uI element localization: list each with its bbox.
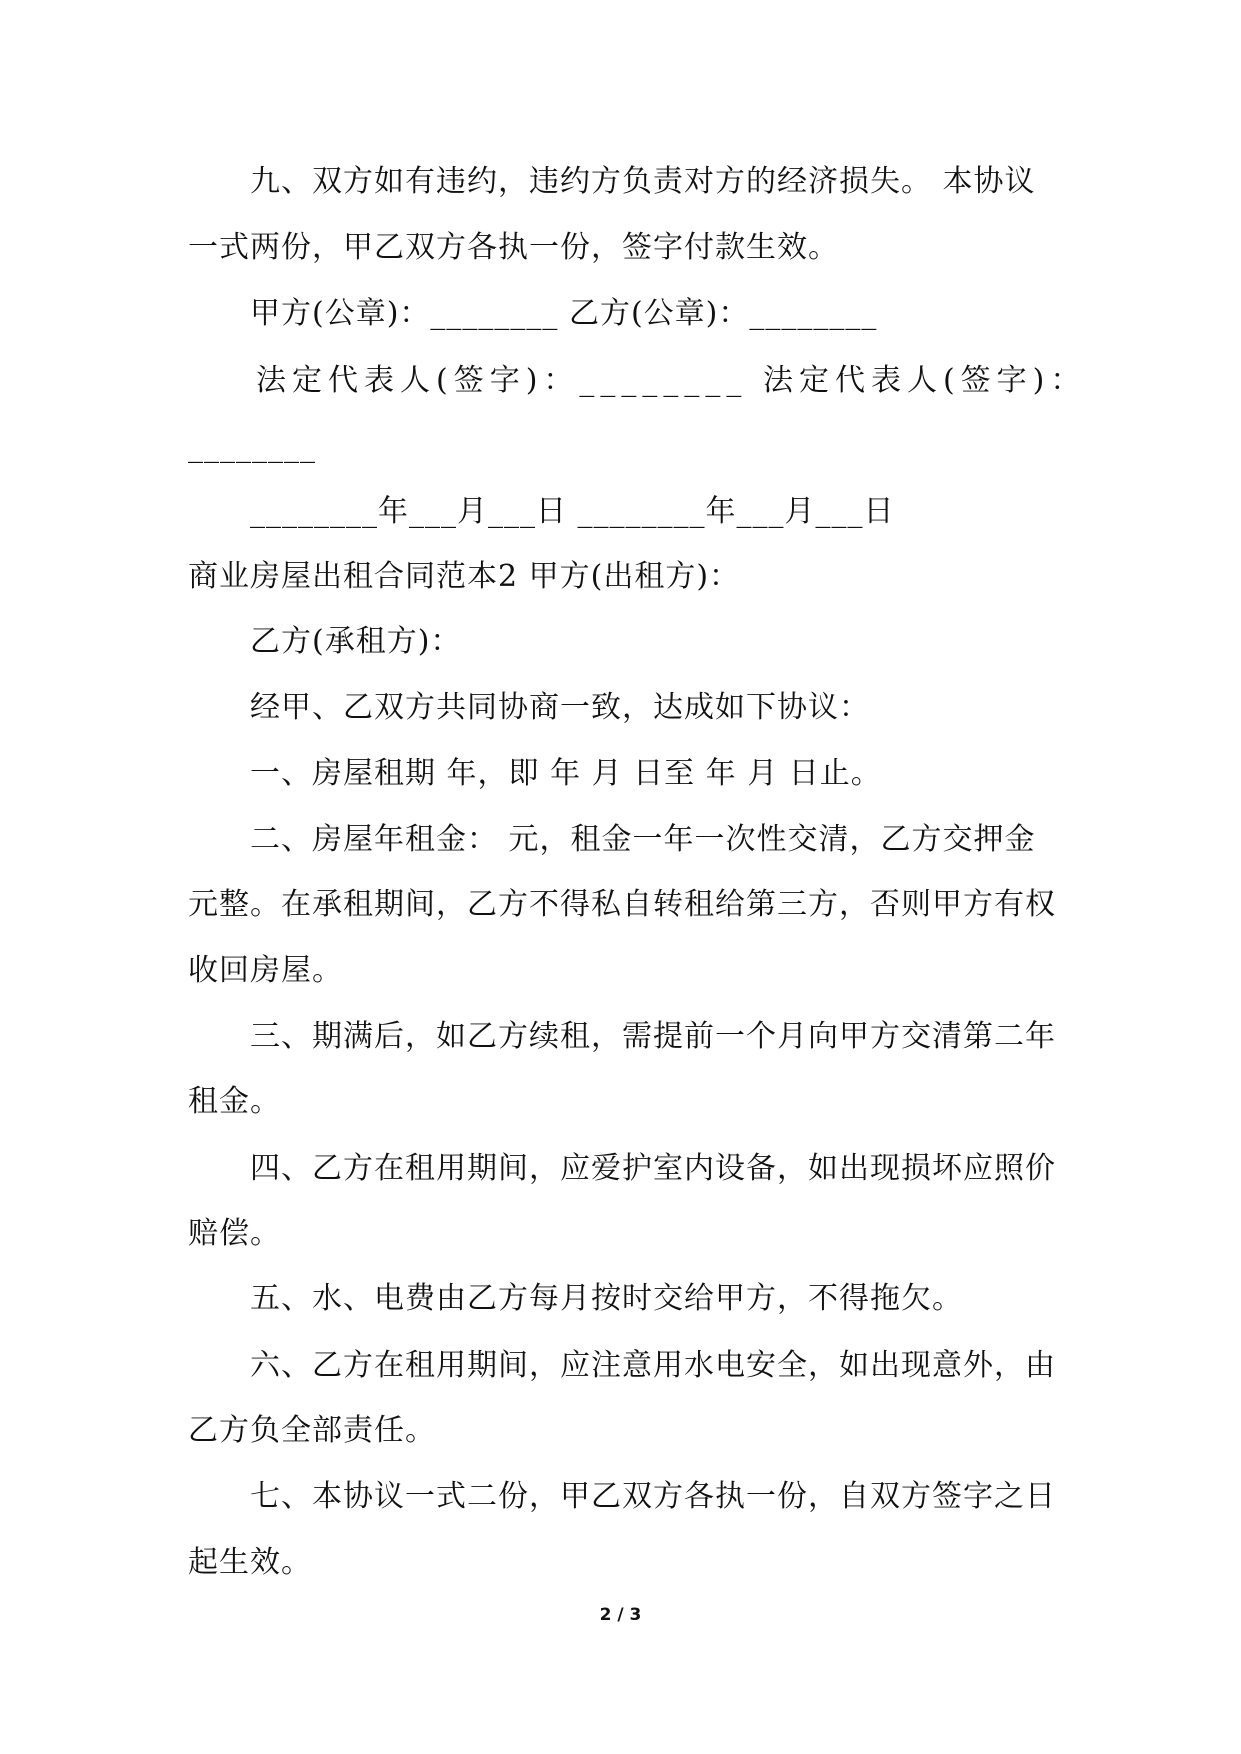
contract-title-party-a: 商业房屋出租合同范本2 甲方(出租方)： [188,559,741,594]
clause-3-line-1: 三、期满后，如乙方续租，需提前一个月向甲方交清第二年 [250,1019,1056,1054]
date-line: ________年___月___日 ________年___月___日 [250,494,895,529]
clause-3-line-2: 租金。 [188,1084,281,1119]
clause-9-line-2: 一式两份，甲乙双方各执一份，签字付款生效。 [188,230,839,265]
seal-line: 甲方(公章)：________ 乙方(公章)：________ [250,296,878,331]
clause-5: 五、水、电费由乙方每月按时交给甲方，不得拖欠。 [250,1281,963,1316]
clause-2-line-3: 收回房屋。 [188,953,343,988]
clause-1: 一、房屋租期 年，即 年 月 日至 年 月 日止。 [250,756,882,791]
clause-4-line-2: 赔偿。 [188,1216,281,1251]
party-b-label: 乙方(承租方)： [250,624,462,659]
agreement-intro: 经甲、乙双方共同协商一致，达成如下协议： [250,690,870,725]
page-number: 2 / 3 [599,1605,642,1625]
clause-7-line-1: 七、本协议一式二份，甲乙双方各执一份，自双方签字之日 [250,1479,1056,1514]
clause-2-line-1: 二、房屋年租金： 元，租金一年一次性交清，乙方交押金 [250,822,1036,857]
clause-2-line-2: 元整。在承租期间，乙方不得私自转租给第三方，否则甲方有权 [188,887,1056,922]
clause-6-line-2: 乙方负全部责任。 [188,1413,436,1448]
legal-representative-line: 法定代表人(签字)：________ 法定代表人(签字)： [256,363,1087,398]
clause-9-line-1: 九、双方如有违约，违约方负责对方的经济损失。 本协议 [250,164,1036,199]
legal-representative-blank: ________ [188,429,316,464]
clause-7-line-2: 起生效。 [188,1545,312,1580]
clause-6-line-1: 六、乙方在租用期间，应注意用水电安全，如出现意外，由 [250,1348,1056,1383]
clause-4-line-1: 四、乙方在租用期间，应爱护室内设备，如出现损坏应照价 [250,1151,1056,1186]
